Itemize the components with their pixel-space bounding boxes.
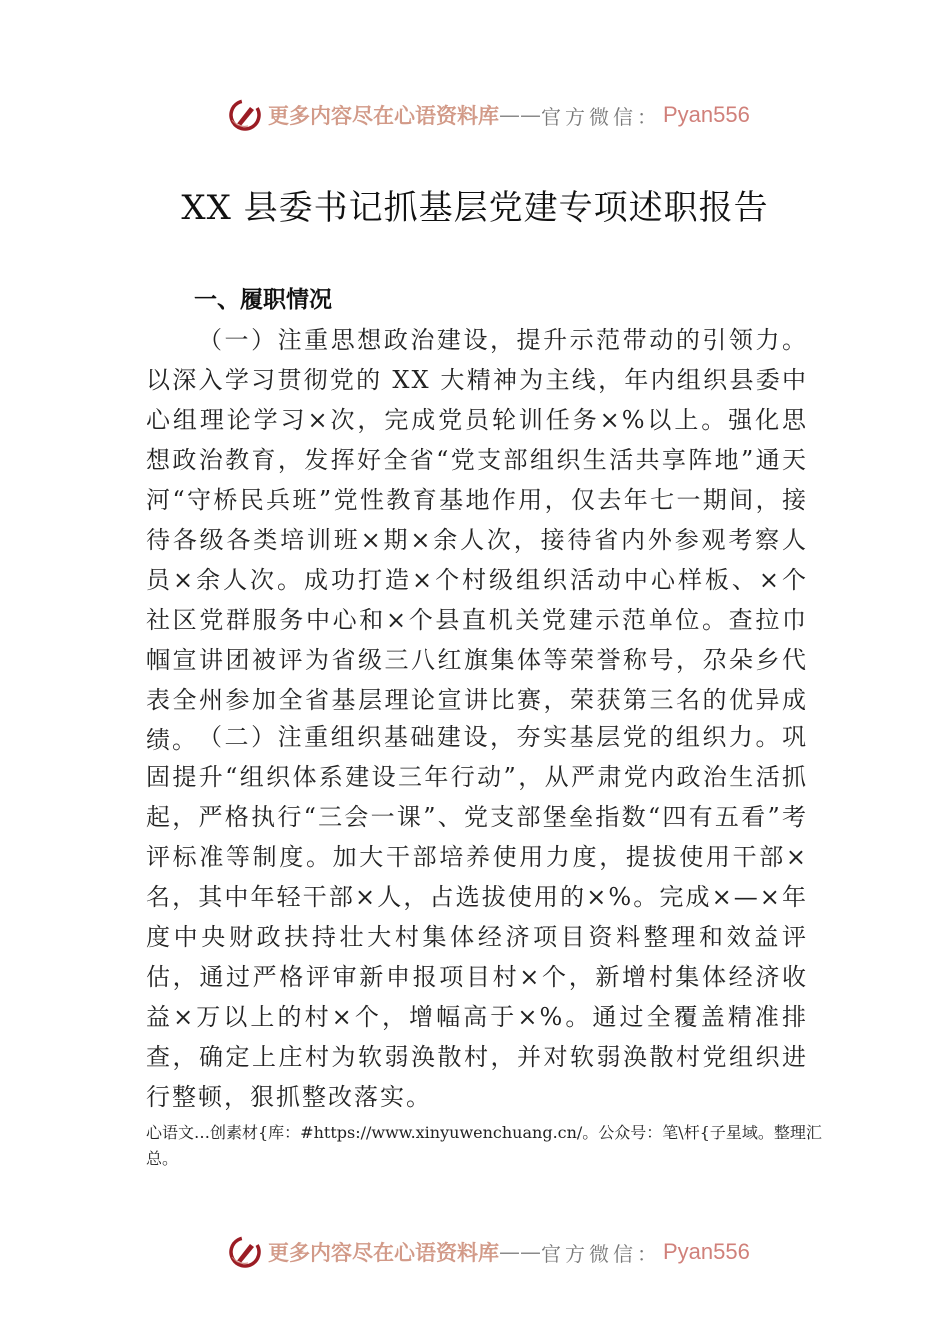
watermark-dash: ——	[499, 103, 541, 127]
document-title: XX 县委书记抓基层党建专项述职报告	[181, 188, 769, 228]
paragraph-organizational-building: （二）注重组织基础建设，夯实基层党的组织力。巩固提升“组织体系建设三年行动”，从严肃党内政治生活抓起，严格执行“三会一课”、党支部堡垒指数“四有五看”考评标准等制度。加大干部培养使用力度，提拔使用干部×名，其中年轻干部×人，占选拔使用的×%。完成×—×年度中央财政扶持壮大村集体经济项目资料整理和效益评估，通过严格评审新申报项目村×个，新增村集体经济收益×万以上的村×个，增幅高于×%。通过全覆盖精准排查，确定上庄村为软弱涣散村，并对软弱涣散村党组织进行整顿，狠抓整改落实。	[146, 723, 808, 1111]
section-heading: 一、履职情况	[194, 287, 332, 313]
watermark-footer	[228, 1232, 750, 1272]
source-footnote: 心语文…创素材{库：#https://www.xinyuwenchuang.cn/。公众号：笔\杆{子星域。整理汇总。	[146, 1123, 822, 1168]
quill-pen-logo-icon	[228, 98, 262, 132]
watermark-main-text: 更多内容尽在心语资料库	[268, 1240, 499, 1265]
quill-pen-logo-icon	[228, 1235, 262, 1269]
watermark-header	[228, 95, 750, 135]
watermark-official-label: 官方微信：	[541, 104, 661, 129]
watermark-wechat-id: Pyan556	[663, 102, 750, 127]
watermark-wechat-id: Pyan556	[663, 1239, 750, 1264]
watermark-dash: ——	[499, 1240, 541, 1264]
watermark-main-text: 更多内容尽在心语资料库	[268, 103, 499, 128]
paragraph-ideological-building: （一）注重思想政治建设，提升示范带动的引领力。以深入学习贯彻党的 XX 大精神为主线，年内组织县委中心组理论学习×次，完成党员轮训任务×%以上。强化思想政治教育，发挥好全省“党支部组织生活共享阵地”通天河“守桥民兵班”党性教育基地作用，仅去年七一期间，接待各级各类培训班×期×余人次，接待省内外参观考察人员×余人次。成功打造×个村级组织活动中心样板、×个社区党群服务中心和×个县直机关党建示范单位。查拉巾帼宣讲团被评为省级三八红旗集体等荣誉称号，尕朵乡代表全州参加全省基层理论宣讲比赛，荣获第三名的优异成绩。	[146, 326, 808, 754]
watermark-official-label: 官方微信：	[541, 1241, 661, 1266]
